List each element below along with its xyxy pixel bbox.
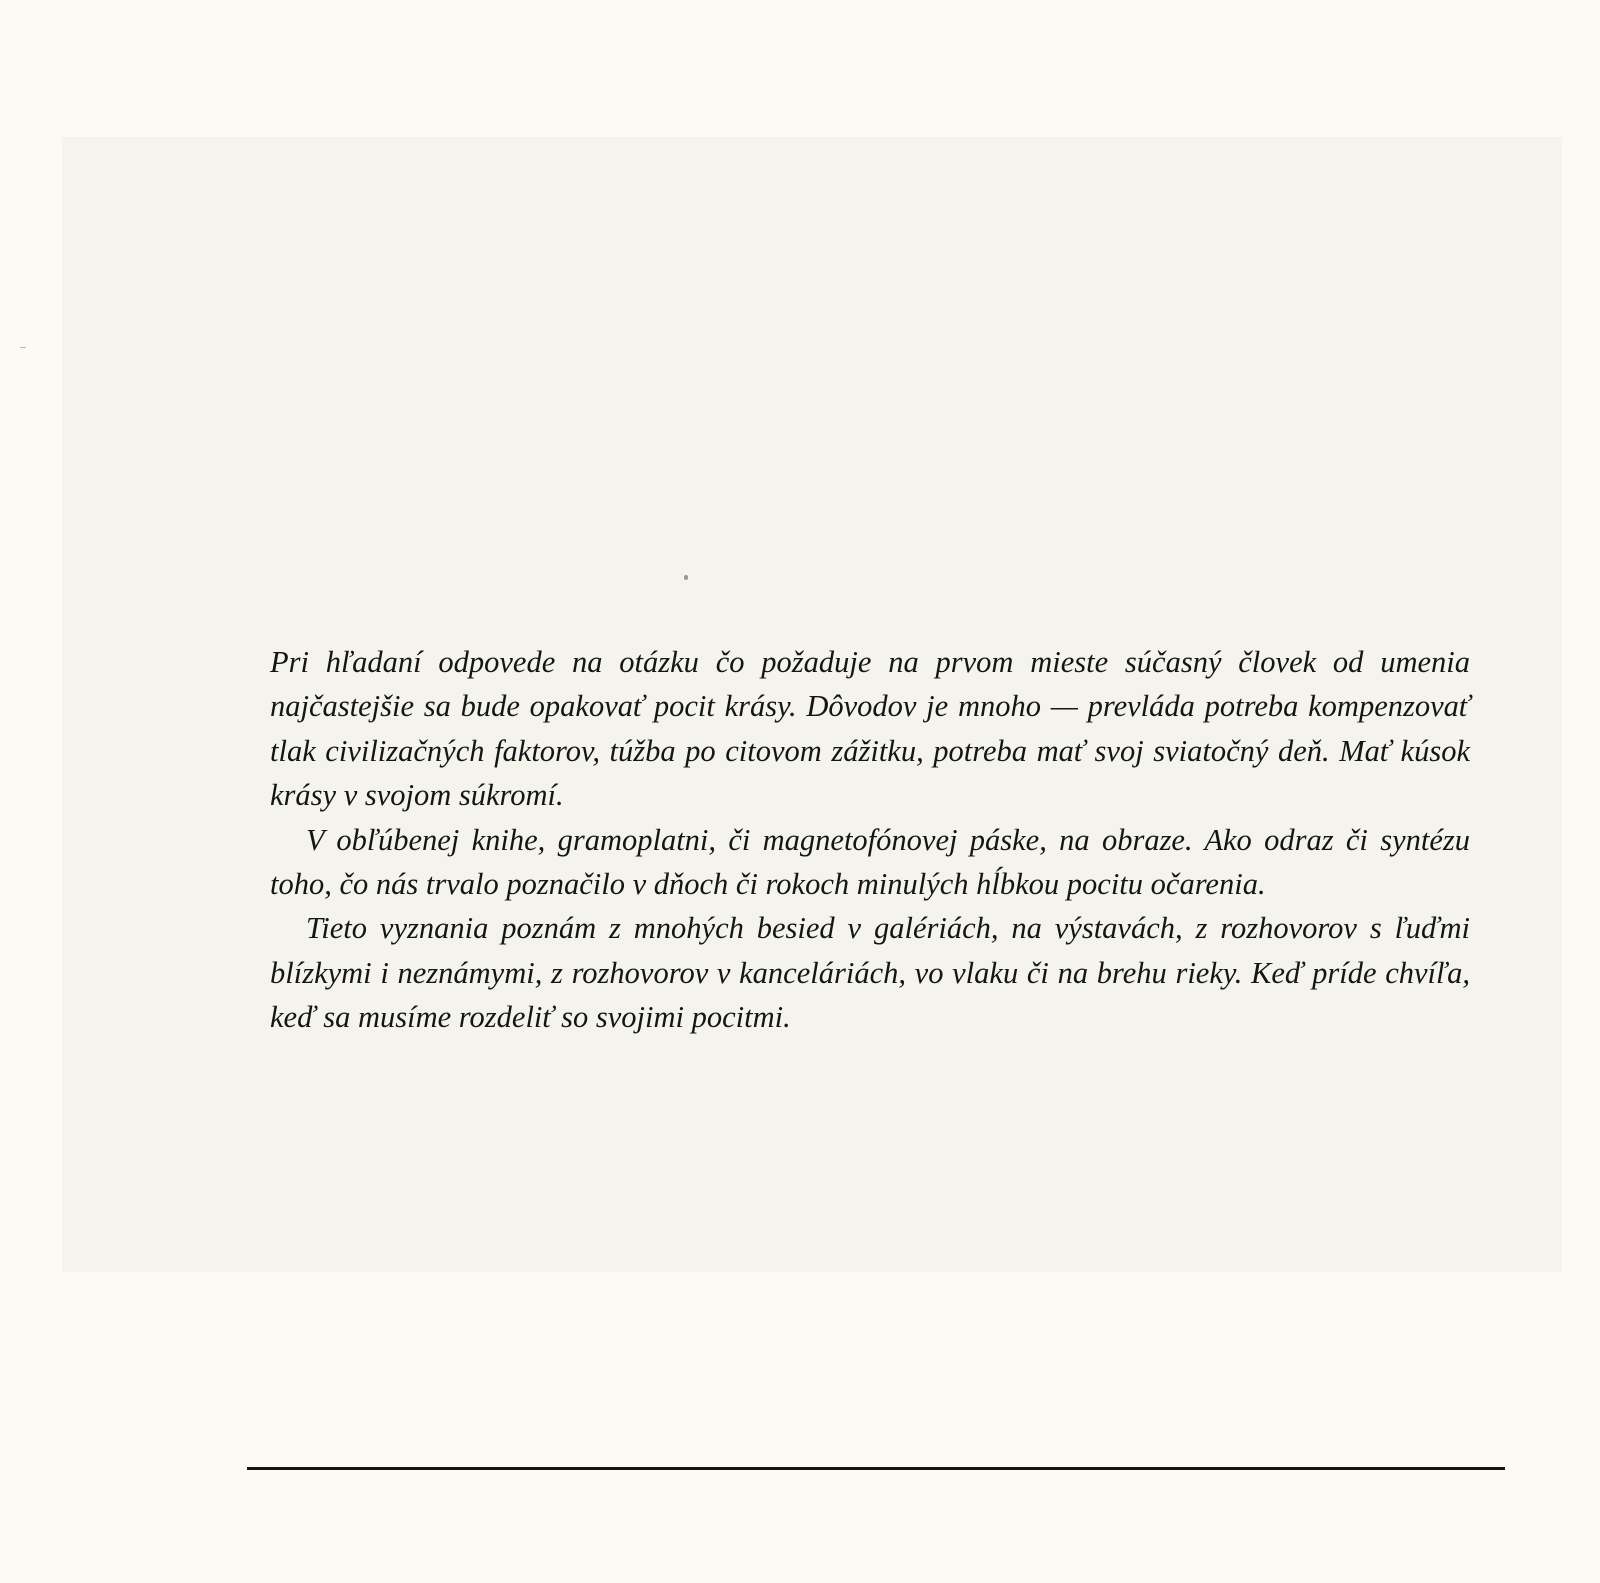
footer-rule (247, 1467, 1505, 1470)
margin-mark (20, 347, 26, 348)
body-text (270, 640, 1470, 1040)
paragraph-1: Pri hľadaní odpovede na otázku čo požaduje na prvom mieste súčasný človek od umenia najčastejšie sa bude opakovať pocit krásy. Dôvodov je mnoho — prevláda potreba kompenzovať tlak civilizačných faktorov, túžba po citovom zážitku, potreba mať svoj sviatočný deň. Mať kúsok krásy v svojom súkromí. (270, 645, 1470, 813)
paragraph-3: Tieto vyznania poznám z mnohých besied v galériách, na výstavách, z rozhovorov s ľuďmi blízkymi i neznámymi, z rozhovorov v kanceláriách, vo vlaku či na brehu rieky. Keď príde chvíľa, keď sa musíme rozdeliť so svojimi pocitmi. (270, 911, 1470, 1035)
paragraph-2: V obľúbenej knihe, gramoplatni, či magnetofónovej páske, na obraze. Ako odraz či syntézu toho, čo nás trvalo poznačilo v dňoch či rokoch minulých hĺbkou pocitu očarenia. (270, 822, 1470, 902)
ink-speck (684, 575, 688, 580)
